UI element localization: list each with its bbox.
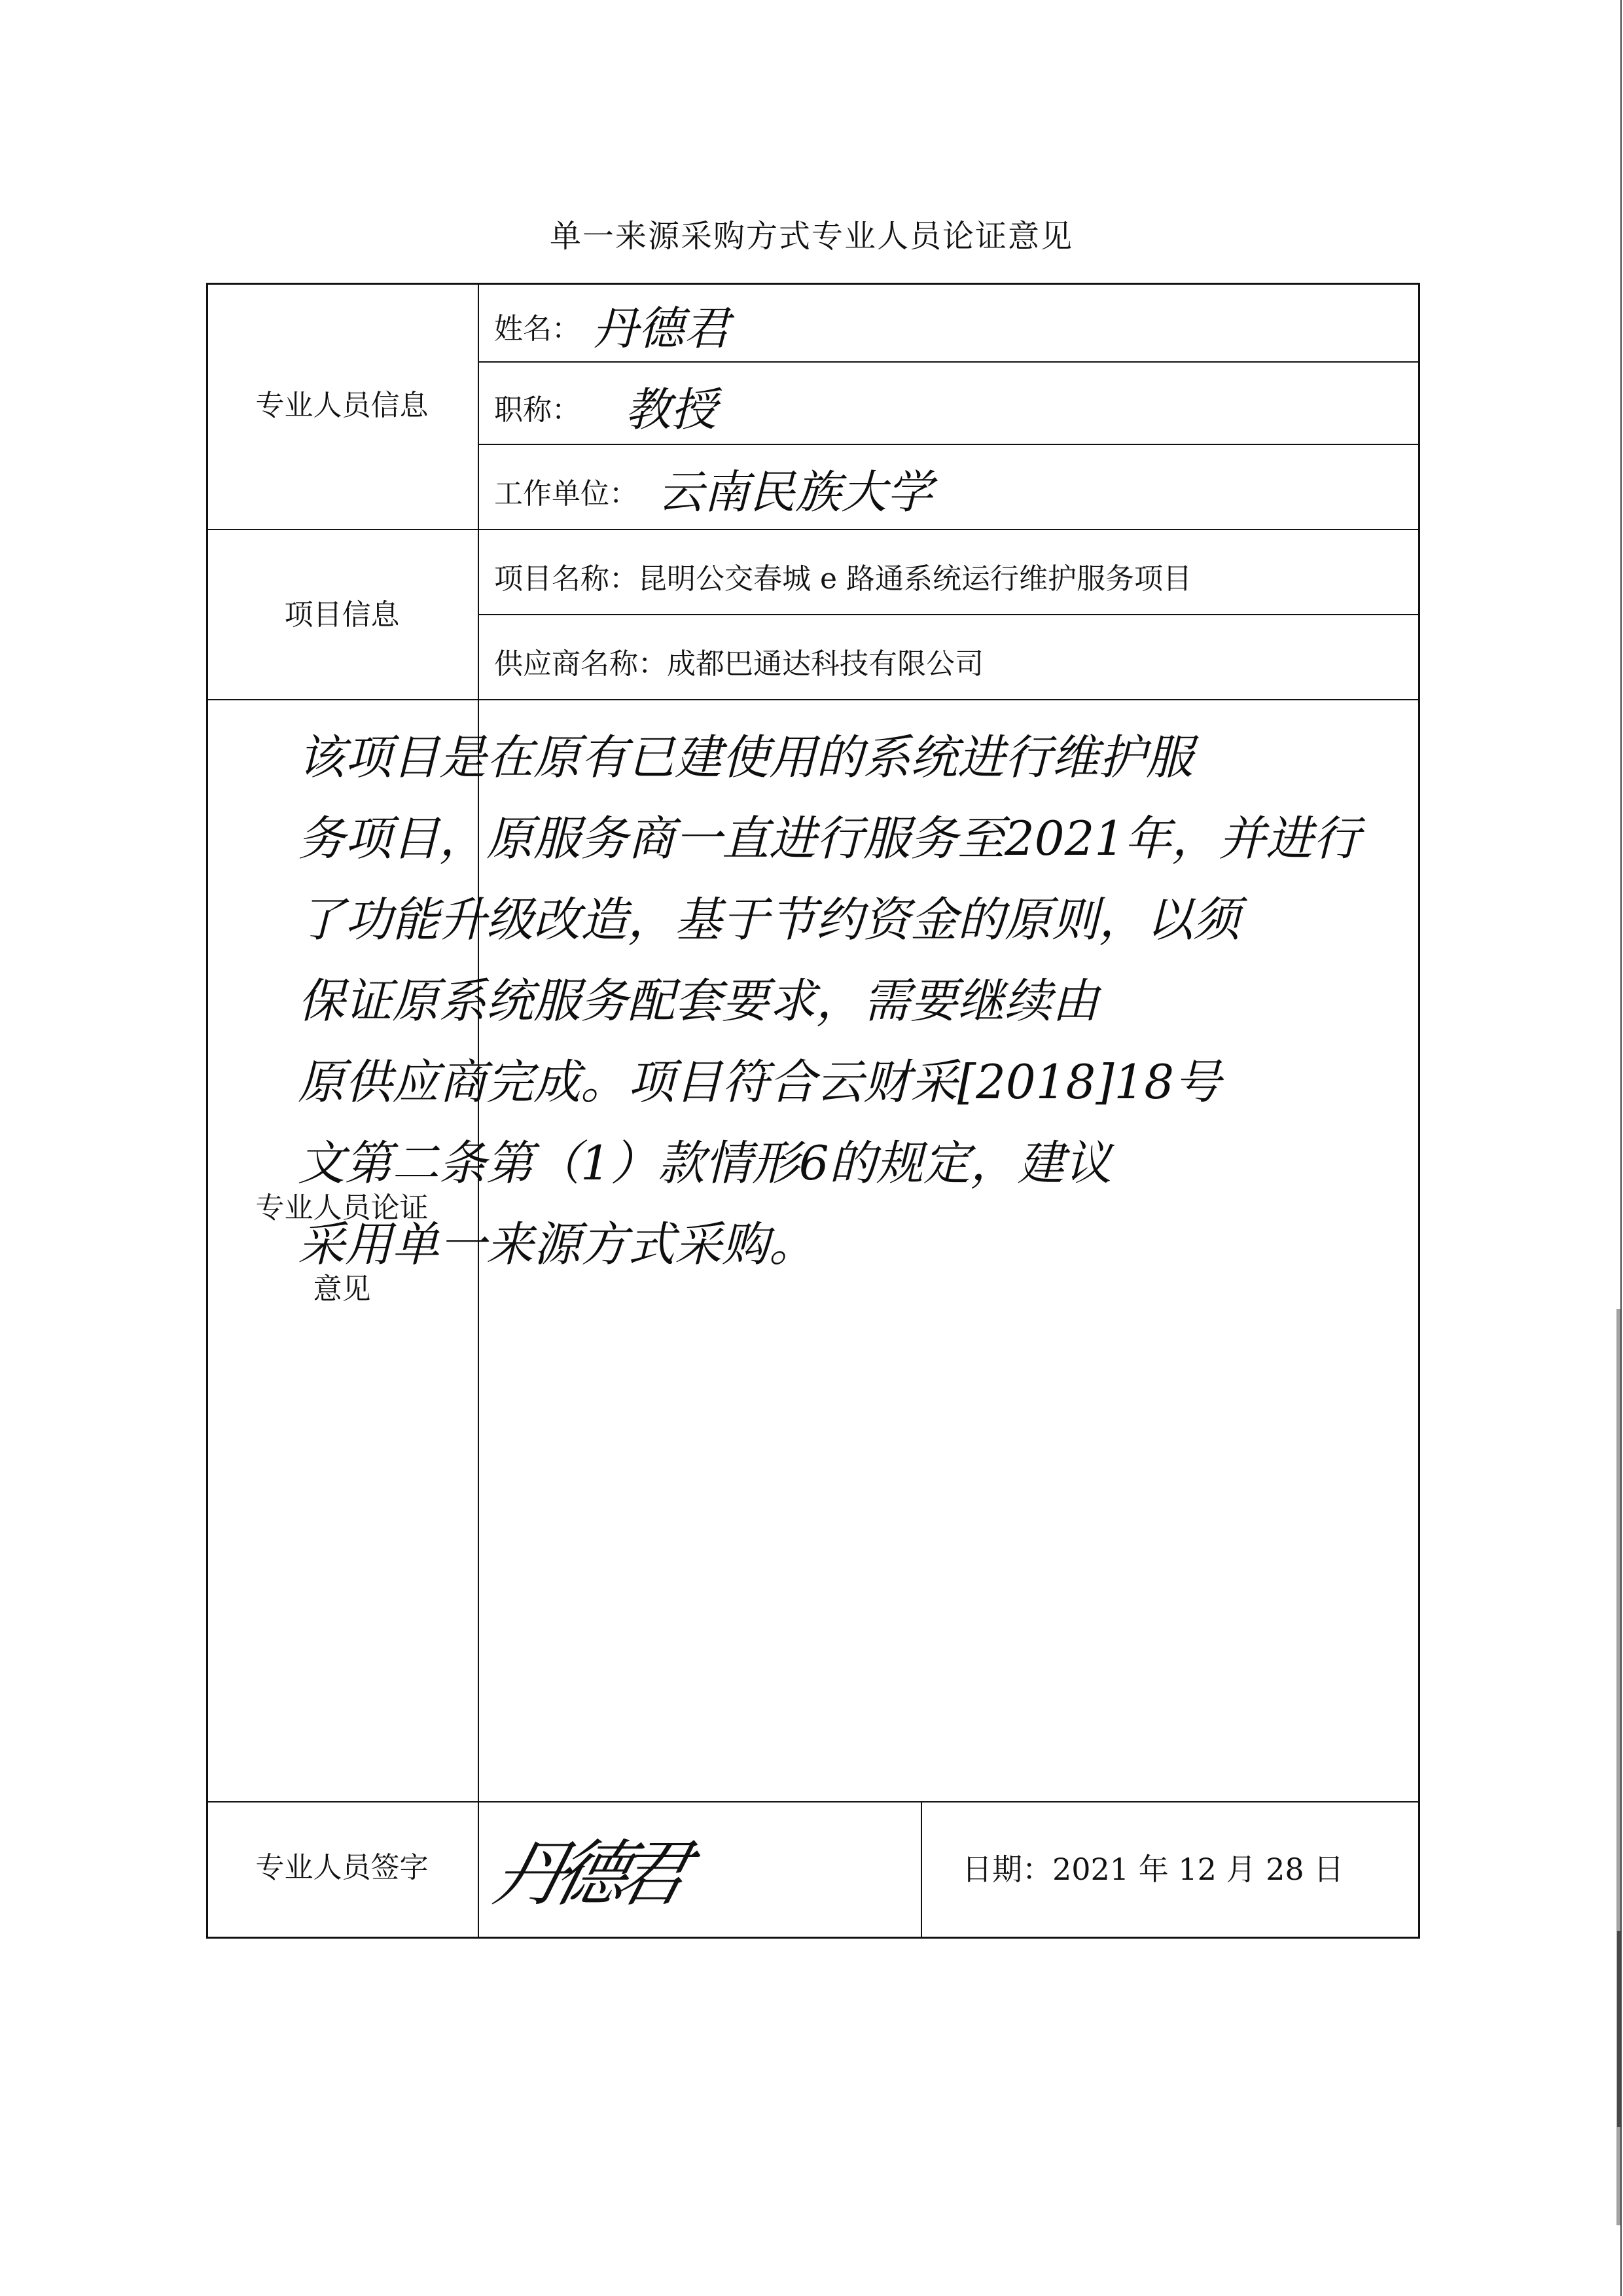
opinion-line: 该项目是在原有已建使用的系统进行维护服: [298, 730, 1194, 785]
row-divider-name: [478, 361, 1420, 363]
row-divider-project-section: [206, 699, 1420, 700]
name-label: 姓名：: [494, 312, 580, 346]
project-info-label: 项目信息: [284, 598, 400, 632]
opinion-label-line1: 专业人员论证: [255, 1191, 429, 1225]
opinion-line: 文第二条第（1）款情形6的规定，建议: [298, 1136, 1112, 1191]
scan-edge-marks: [1615, 0, 1623, 2296]
row-divider-expert-section: [206, 529, 1420, 530]
title-label: 职称：: [494, 393, 580, 427]
title-value-handwritten: 教授: [625, 383, 717, 437]
signature-date: 日期：2021 年 12 月 28 日: [962, 1852, 1344, 1887]
expert-signature: 丹德君: [485, 1832, 687, 1916]
supplier-name: 供应商名称：成都巴通达科技有限公司: [494, 647, 984, 681]
opinion-line: 原供应商完成。项目符合云财采[2018]18号: [298, 1054, 1222, 1109]
project-name: 项目名称：昆明公交春城 e 路通系统运行维护服务项目: [494, 562, 1192, 596]
opinion-label-line2: 意见: [313, 1272, 371, 1306]
row-divider-project: [478, 614, 1420, 615]
employer-label: 工作单位：: [494, 477, 638, 511]
opinion-line: 务项目，原服务商一直进行服务至2021年，并进行: [298, 811, 1361, 866]
expert-info-label: 专业人员信息: [255, 389, 429, 422]
row-divider-opinion-section: [206, 1801, 1420, 1803]
opinion-line: 了功能升级改造，基于节约资金的原则，以须: [298, 892, 1241, 947]
signature-label: 专业人员签字: [255, 1851, 429, 1884]
name-value-handwritten: 丹德君: [592, 302, 730, 355]
opinion-line: 采用单一来源方式采购。: [298, 1217, 817, 1272]
row-divider-title: [478, 444, 1420, 445]
opinion-line: 保证原系统服务配套要求，需要继续由: [298, 973, 1099, 1028]
handwritten-opinion: [298, 717, 1410, 1285]
column-divider-date: [921, 1801, 922, 1939]
document-title: 单一来源采购方式专业人员论证意见: [549, 218, 1073, 255]
employer-value-handwritten: 云南民族大学: [658, 465, 933, 519]
